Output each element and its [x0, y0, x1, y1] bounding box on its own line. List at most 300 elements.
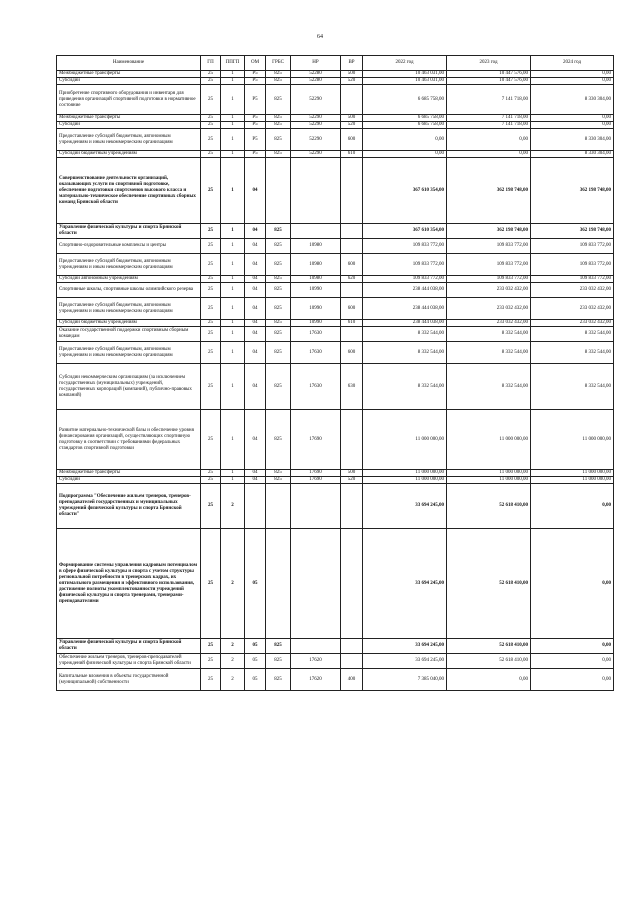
row-amount-2023: 233 032 432,00 [447, 320, 531, 327]
row-name: Субсидии [57, 78, 201, 85]
row-vr: 600 [341, 129, 363, 151]
row-vr: 520 [341, 122, 363, 129]
table-row [57, 470, 614, 477]
row-grbs [266, 484, 291, 529]
row-nr: 52290 [291, 129, 341, 151]
row-om: 04 [245, 342, 266, 364]
row-ppgp: 2 [221, 654, 245, 669]
row-name: Управление физической культуры и спорта Брянской области [57, 639, 201, 654]
row-amount-2022: 238 444 038,00 [363, 320, 447, 327]
row-name: Субсидии [57, 477, 201, 484]
row-ppgp: 1 [221, 327, 245, 342]
row-gp: 25 [201, 85, 221, 115]
table-row [57, 158, 614, 224]
header-nr: НР [291, 56, 341, 71]
row-name: Предоставление субсидий бюджетным, автономным учреждениям и иным некоммерческим организациям [57, 342, 201, 364]
row-amount-2023: 7 141 718,00 [447, 85, 531, 115]
row-om: 04 [245, 470, 266, 477]
table-row [57, 327, 614, 342]
row-vr: 520 [341, 78, 363, 85]
row-nr: 10980 [291, 276, 341, 283]
row-name: Капитальные вложения в объекты государственной (муниципальной) собственности [57, 669, 201, 691]
row-om: 04 [245, 410, 266, 470]
row-amount-2024: 11 000 000,00 [531, 477, 614, 484]
row-amount-2024: 0,00 [531, 115, 614, 122]
row-gp: 25 [201, 254, 221, 276]
table-row [57, 484, 614, 529]
row-amount-2023: 7 141 718,00 [447, 122, 531, 129]
row-grbs: 825 [266, 410, 291, 470]
table-body [57, 71, 614, 691]
row-ppgp: 1 [221, 254, 245, 276]
row-amount-2023: 10 447 576,00 [447, 71, 531, 78]
row-amount-2023: 8 332 544,00 [447, 342, 531, 364]
header-om: ОМ [245, 56, 266, 71]
row-amount-2024: 0,00 [531, 654, 614, 669]
row-ppgp: 1 [221, 129, 245, 151]
row-vr: 610 [341, 151, 363, 158]
row-om: 04 [245, 364, 266, 410]
row-nr [291, 484, 341, 529]
row-om: 04 [245, 320, 266, 327]
row-name: Обеспечение жильем тренеров, тренеров-преподавателей учреждений физической культуры и спорта Брянской области [57, 654, 201, 669]
row-om: 04 [245, 298, 266, 320]
row-grbs: 825 [266, 283, 291, 298]
row-amount-2022: 8 332 544,00 [363, 342, 447, 364]
table-row [57, 276, 614, 283]
row-vr: 630 [341, 364, 363, 410]
row-om: 05 [245, 669, 266, 691]
row-nr [291, 224, 341, 239]
row-name: Спортивные школы, спортивные школы олимпийского резерва [57, 283, 201, 298]
row-amount-2022: 8 332 544,00 [363, 364, 447, 410]
row-vr [341, 85, 363, 115]
row-grbs: 825 [266, 477, 291, 484]
row-vr: 620 [341, 276, 363, 283]
row-ppgp: 1 [221, 85, 245, 115]
row-amount-2024: 0,00 [531, 71, 614, 78]
row-grbs: 825 [266, 298, 291, 320]
row-gp: 25 [201, 129, 221, 151]
table-row [57, 71, 614, 78]
row-vr: 520 [341, 477, 363, 484]
row-name: Межбюджетные трансферты [57, 71, 201, 78]
row-amount-2022: 11 000 000,00 [363, 410, 447, 470]
row-amount-2022: 6 685 758,00 [363, 115, 447, 122]
row-amount-2024: 0,00 [531, 639, 614, 654]
row-amount-2023: 52 618 410,00 [447, 529, 531, 639]
row-amount-2022: 33 694 245,00 [363, 639, 447, 654]
row-name: Предоставление субсидий бюджетным, автономным учреждениям и иным некоммерческим организациям [57, 129, 201, 151]
row-grbs: 825 [266, 85, 291, 115]
row-grbs: 825 [266, 129, 291, 151]
row-amount-2022: 238 444 038,00 [363, 298, 447, 320]
row-vr [341, 224, 363, 239]
row-amount-2023: 11 000 000,00 [447, 410, 531, 470]
row-grbs: 825 [266, 71, 291, 78]
row-gp: 25 [201, 115, 221, 122]
row-ppgp: 1 [221, 410, 245, 470]
row-vr [341, 283, 363, 298]
row-vr: 610 [341, 320, 363, 327]
row-amount-2022: 33 694 245,00 [363, 529, 447, 639]
row-grbs: 825 [266, 669, 291, 691]
row-amount-2024: 8 330 304,00 [531, 85, 614, 115]
row-vr [341, 158, 363, 224]
row-name: Подпрограмма "Обеспечение жильем тренеров, тренеров-преподавателей государственных и муниципальных учреждений физической культуры и спорта Брянской области" [57, 484, 201, 529]
row-ppgp: 2 [221, 669, 245, 691]
row-amount-2024: 8 332 544,00 [531, 364, 614, 410]
row-amount-2023: 52 618 410,00 [447, 484, 531, 529]
row-vr: 600 [341, 298, 363, 320]
row-gp: 25 [201, 276, 221, 283]
row-name: Субсидии некоммерческим организациям (за исключением государственных (муниципальных) учреждений, государственных корпораций (компаний), публично-правовых компаний) [57, 364, 201, 410]
row-nr: 52280 [291, 78, 341, 85]
row-name: Приобретение спортивного оборудования и инвентаря для приведения организаций спортивной подготовки в нормативное состояние [57, 85, 201, 115]
row-amount-2023: 362 198 748,00 [447, 224, 531, 239]
row-vr [341, 239, 363, 254]
row-name: Субсидии бюджетным учреждениям [57, 151, 201, 158]
row-nr: 10990 [291, 298, 341, 320]
row-nr: 17690 [291, 470, 341, 477]
row-name: Спортивно-оздоровительные комплексы и центры [57, 239, 201, 254]
row-vr: 500 [341, 71, 363, 78]
header-vr: ВР [341, 56, 363, 71]
row-om: 04 [245, 239, 266, 254]
row-vr [341, 327, 363, 342]
row-nr: 17690 [291, 477, 341, 484]
row-grbs: 825 [266, 254, 291, 276]
row-ppgp: 1 [221, 158, 245, 224]
row-nr: 52290 [291, 151, 341, 158]
row-gp: 25 [201, 71, 221, 78]
table-row [57, 320, 614, 327]
row-om: 04 [245, 158, 266, 224]
row-amount-2024: 0,00 [531, 78, 614, 85]
row-gp: 25 [201, 484, 221, 529]
row-amount-2022: 109 833 772,00 [363, 239, 447, 254]
row-vr: 600 [341, 342, 363, 364]
row-amount-2022: 238 444 038,00 [363, 283, 447, 298]
row-amount-2022: 7 385 040,00 [363, 669, 447, 691]
row-grbs: 825 [266, 654, 291, 669]
row-name: Совершенствование деятельности организаций, оказывающих услуги по спортивной подготовке, обеспечение подготовки спортсменов высокого класса и материально-техническое обеспечение спортивных сборных команд Брянской области [57, 158, 201, 224]
row-nr: 17630 [291, 327, 341, 342]
row-ppgp: 1 [221, 115, 245, 122]
row-amount-2022: 33 694 245,00 [363, 654, 447, 669]
row-gp: 25 [201, 298, 221, 320]
row-ppgp: 1 [221, 477, 245, 484]
row-ppgp: 1 [221, 283, 245, 298]
row-om: P5 [245, 85, 266, 115]
row-amount-2022: 10 463 031,00 [363, 78, 447, 85]
row-gp: 25 [201, 283, 221, 298]
row-om: 04 [245, 283, 266, 298]
row-amount-2023: 362 198 748,00 [447, 158, 531, 224]
row-om: 04 [245, 224, 266, 239]
table-header-row [57, 56, 614, 71]
row-gp: 25 [201, 320, 221, 327]
row-amount-2024: 233 032 432,00 [531, 320, 614, 327]
table-row [57, 151, 614, 158]
row-gp: 25 [201, 529, 221, 639]
row-om: P5 [245, 71, 266, 78]
row-nr: 10980 [291, 239, 341, 254]
row-ppgp: 1 [221, 151, 245, 158]
row-grbs: 825 [266, 115, 291, 122]
row-om: P5 [245, 78, 266, 85]
row-amount-2023: 52 618 410,00 [447, 639, 531, 654]
row-amount-2022: 6 685 758,00 [363, 122, 447, 129]
row-amount-2022: 109 833 772,00 [363, 254, 447, 276]
row-ppgp: 2 [221, 529, 245, 639]
row-gp: 25 [201, 364, 221, 410]
header-grbs: ГРБС [266, 56, 291, 71]
row-amount-2023: 0,00 [447, 129, 531, 151]
row-amount-2023: 0,00 [447, 669, 531, 691]
row-amount-2022: 0,00 [363, 151, 447, 158]
row-ppgp: 1 [221, 364, 245, 410]
row-grbs: 825 [266, 364, 291, 410]
row-nr: 52280 [291, 71, 341, 78]
row-amount-2024: 0,00 [531, 529, 614, 639]
row-nr [291, 529, 341, 639]
row-om: 05 [245, 639, 266, 654]
row-ppgp: 1 [221, 276, 245, 283]
row-ppgp: 1 [221, 298, 245, 320]
row-ppgp: 1 [221, 320, 245, 327]
row-amount-2022: 0,00 [363, 129, 447, 151]
row-vr: 600 [341, 254, 363, 276]
row-amount-2022: 11 000 000,00 [363, 477, 447, 484]
row-grbs: 825 [266, 78, 291, 85]
table-row [57, 239, 614, 254]
row-gp: 25 [201, 239, 221, 254]
row-amount-2022: 109 833 772,00 [363, 276, 447, 283]
row-ppgp: 2 [221, 639, 245, 654]
row-grbs: 825 [266, 151, 291, 158]
row-nr: 52290 [291, 115, 341, 122]
row-ppgp: 1 [221, 224, 245, 239]
header-2024: 2024 год [531, 56, 614, 71]
row-ppgp: 1 [221, 78, 245, 85]
row-amount-2023: 109 833 772,00 [447, 239, 531, 254]
row-ppgp: 1 [221, 342, 245, 364]
table-row [57, 224, 614, 239]
row-om: 04 [245, 276, 266, 283]
row-vr [341, 529, 363, 639]
table-row [57, 298, 614, 320]
row-ppgp: 1 [221, 239, 245, 254]
row-grbs: 825 [266, 470, 291, 477]
row-amount-2024: 362 198 748,00 [531, 224, 614, 239]
row-name: Оказание государственной поддержки спортивным сборным командам [57, 327, 201, 342]
row-nr: 10990 [291, 283, 341, 298]
row-gp: 25 [201, 151, 221, 158]
row-nr [291, 158, 341, 224]
row-amount-2024: 362 198 748,00 [531, 158, 614, 224]
table-row [57, 654, 614, 669]
table-row [57, 364, 614, 410]
row-om [245, 484, 266, 529]
table-row [57, 283, 614, 298]
row-amount-2024: 11 000 000,00 [531, 410, 614, 470]
row-amount-2023: 0,00 [447, 151, 531, 158]
table-row [57, 529, 614, 639]
row-gp: 25 [201, 410, 221, 470]
row-amount-2022: 11 000 000,00 [363, 470, 447, 477]
header-gp: ГП [201, 56, 221, 71]
table-row [57, 410, 614, 470]
row-amount-2024: 109 833 772,00 [531, 276, 614, 283]
table-row [57, 85, 614, 115]
row-grbs [266, 529, 291, 639]
row-amount-2023: 11 000 000,00 [447, 477, 531, 484]
table-row [57, 122, 614, 129]
row-grbs: 825 [266, 639, 291, 654]
row-amount-2023: 233 032 432,00 [447, 298, 531, 320]
row-grbs: 825 [266, 342, 291, 364]
row-amount-2024: 233 032 432,00 [531, 298, 614, 320]
row-grbs: 825 [266, 276, 291, 283]
row-gp: 25 [201, 669, 221, 691]
table-row [57, 254, 614, 276]
row-amount-2023: 8 332 544,00 [447, 327, 531, 342]
row-amount-2023: 8 332 544,00 [447, 364, 531, 410]
page-number: 64 [317, 34, 323, 40]
row-gp: 25 [201, 639, 221, 654]
row-vr [341, 639, 363, 654]
row-nr: 10980 [291, 254, 341, 276]
row-om: 04 [245, 254, 266, 276]
row-amount-2023: 109 833 772,00 [447, 276, 531, 283]
row-grbs [266, 158, 291, 224]
row-grbs: 825 [266, 320, 291, 327]
row-gp: 25 [201, 224, 221, 239]
row-gp: 25 [201, 470, 221, 477]
row-amount-2024: 0,00 [531, 122, 614, 129]
table-row [57, 639, 614, 654]
row-gp: 25 [201, 654, 221, 669]
row-ppgp: 1 [221, 470, 245, 477]
row-gp: 25 [201, 122, 221, 129]
row-gp: 25 [201, 158, 221, 224]
row-amount-2022: 367 610 354,00 [363, 158, 447, 224]
row-gp: 25 [201, 477, 221, 484]
row-grbs: 825 [266, 122, 291, 129]
header-2023: 2023 год [447, 56, 531, 71]
row-amount-2024: 8 330 304,00 [531, 129, 614, 151]
row-amount-2024: 0,00 [531, 669, 614, 691]
row-amount-2023: 7 141 718,00 [447, 115, 531, 122]
row-amount-2022: 367 610 354,00 [363, 224, 447, 239]
row-amount-2022: 8 332 544,00 [363, 327, 447, 342]
table-row [57, 115, 614, 122]
row-name: Субсидии бюджетным учреждениям [57, 320, 201, 327]
row-amount-2024: 11 000 000,00 [531, 470, 614, 477]
header-name: Наименование [57, 56, 201, 71]
row-om: 05 [245, 654, 266, 669]
table-row [57, 78, 614, 85]
row-om: 04 [245, 477, 266, 484]
row-amount-2024: 8 332 544,00 [531, 342, 614, 364]
header-2022: 2022 год [363, 56, 447, 71]
row-om: P5 [245, 115, 266, 122]
row-name: Межбюджетные трансферты [57, 115, 201, 122]
row-ppgp: 2 [221, 484, 245, 529]
row-gp: 25 [201, 342, 221, 364]
table-row [57, 669, 614, 691]
row-amount-2024: 0,00 [531, 484, 614, 529]
row-name: Межбюджетные трансферты [57, 470, 201, 477]
row-nr: 10990 [291, 320, 341, 327]
row-name: Формирование системы управления кадровым потенциалом в сфере физической культуры и спорта с учетом структуры региональной потребности в тренерских кадрах, их оптимального размещения и эффективного использования, достижение полноты укомплектованности учреждений физической культуры и спорта тренерами, тренерами-преподавателями [57, 529, 201, 639]
row-nr: 52290 [291, 122, 341, 129]
row-amount-2023: 11 000 000,00 [447, 470, 531, 477]
row-name: Субсидии [57, 122, 201, 129]
row-grbs: 825 [266, 224, 291, 239]
row-ppgp: 1 [221, 122, 245, 129]
row-grbs: 825 [266, 327, 291, 342]
row-amount-2023: 109 833 772,00 [447, 254, 531, 276]
row-amount-2022: 33 694 245,00 [363, 484, 447, 529]
row-amount-2024: 8 330 304,00 [531, 151, 614, 158]
row-om: P5 [245, 129, 266, 151]
row-vr: 500 [341, 470, 363, 477]
row-grbs: 825 [266, 239, 291, 254]
row-om: 04 [245, 327, 266, 342]
row-nr: 17620 [291, 654, 341, 669]
row-vr: 400 [341, 669, 363, 691]
row-vr: 500 [341, 115, 363, 122]
row-nr [291, 639, 341, 654]
row-name: Управление физической культуры и спорта Брянской области [57, 224, 201, 239]
row-nr: 17630 [291, 364, 341, 410]
row-nr: 52290 [291, 85, 341, 115]
row-amount-2024: 8 332 544,00 [531, 327, 614, 342]
row-amount-2024: 109 833 772,00 [531, 239, 614, 254]
row-nr: 17630 [291, 342, 341, 364]
row-om: P5 [245, 151, 266, 158]
table-row [57, 477, 614, 484]
row-nr: 17620 [291, 669, 341, 691]
row-name: Предоставление субсидий бюджетным, автономным учреждениям и иным некоммерческим организациям [57, 254, 201, 276]
header-ppgp: ППГП [221, 56, 245, 71]
budget-table [56, 55, 614, 691]
row-amount-2022: 6 685 758,00 [363, 85, 447, 115]
row-name: Предоставление субсидий бюджетным, автономным учреждениям и иным некоммерческим организациям [57, 298, 201, 320]
row-vr [341, 654, 363, 669]
row-ppgp: 1 [221, 71, 245, 78]
row-amount-2024: 233 032 432,00 [531, 283, 614, 298]
row-om: 05 [245, 529, 266, 639]
row-om: P5 [245, 122, 266, 129]
row-gp: 25 [201, 78, 221, 85]
row-name: Развитие материально-технической базы и обеспечение уровня финансирования организаций, осуществляющих спортивную подготовку в соответствии с требованиями федеральных стандартов спортивной подготовки [57, 410, 201, 470]
row-name: Субсидии автономным учреждениям [57, 276, 201, 283]
row-vr [341, 410, 363, 470]
row-amount-2022: 10 463 031,00 [363, 71, 447, 78]
row-amount-2023: 10 447 576,00 [447, 78, 531, 85]
row-amount-2023: 233 032 432,00 [447, 283, 531, 298]
row-nr: 17690 [291, 410, 341, 470]
row-amount-2024: 109 833 772,00 [531, 254, 614, 276]
row-gp: 25 [201, 327, 221, 342]
table-row [57, 129, 614, 151]
table-row [57, 342, 614, 364]
row-vr [341, 484, 363, 529]
row-amount-2023: 52 618 410,00 [447, 654, 531, 669]
